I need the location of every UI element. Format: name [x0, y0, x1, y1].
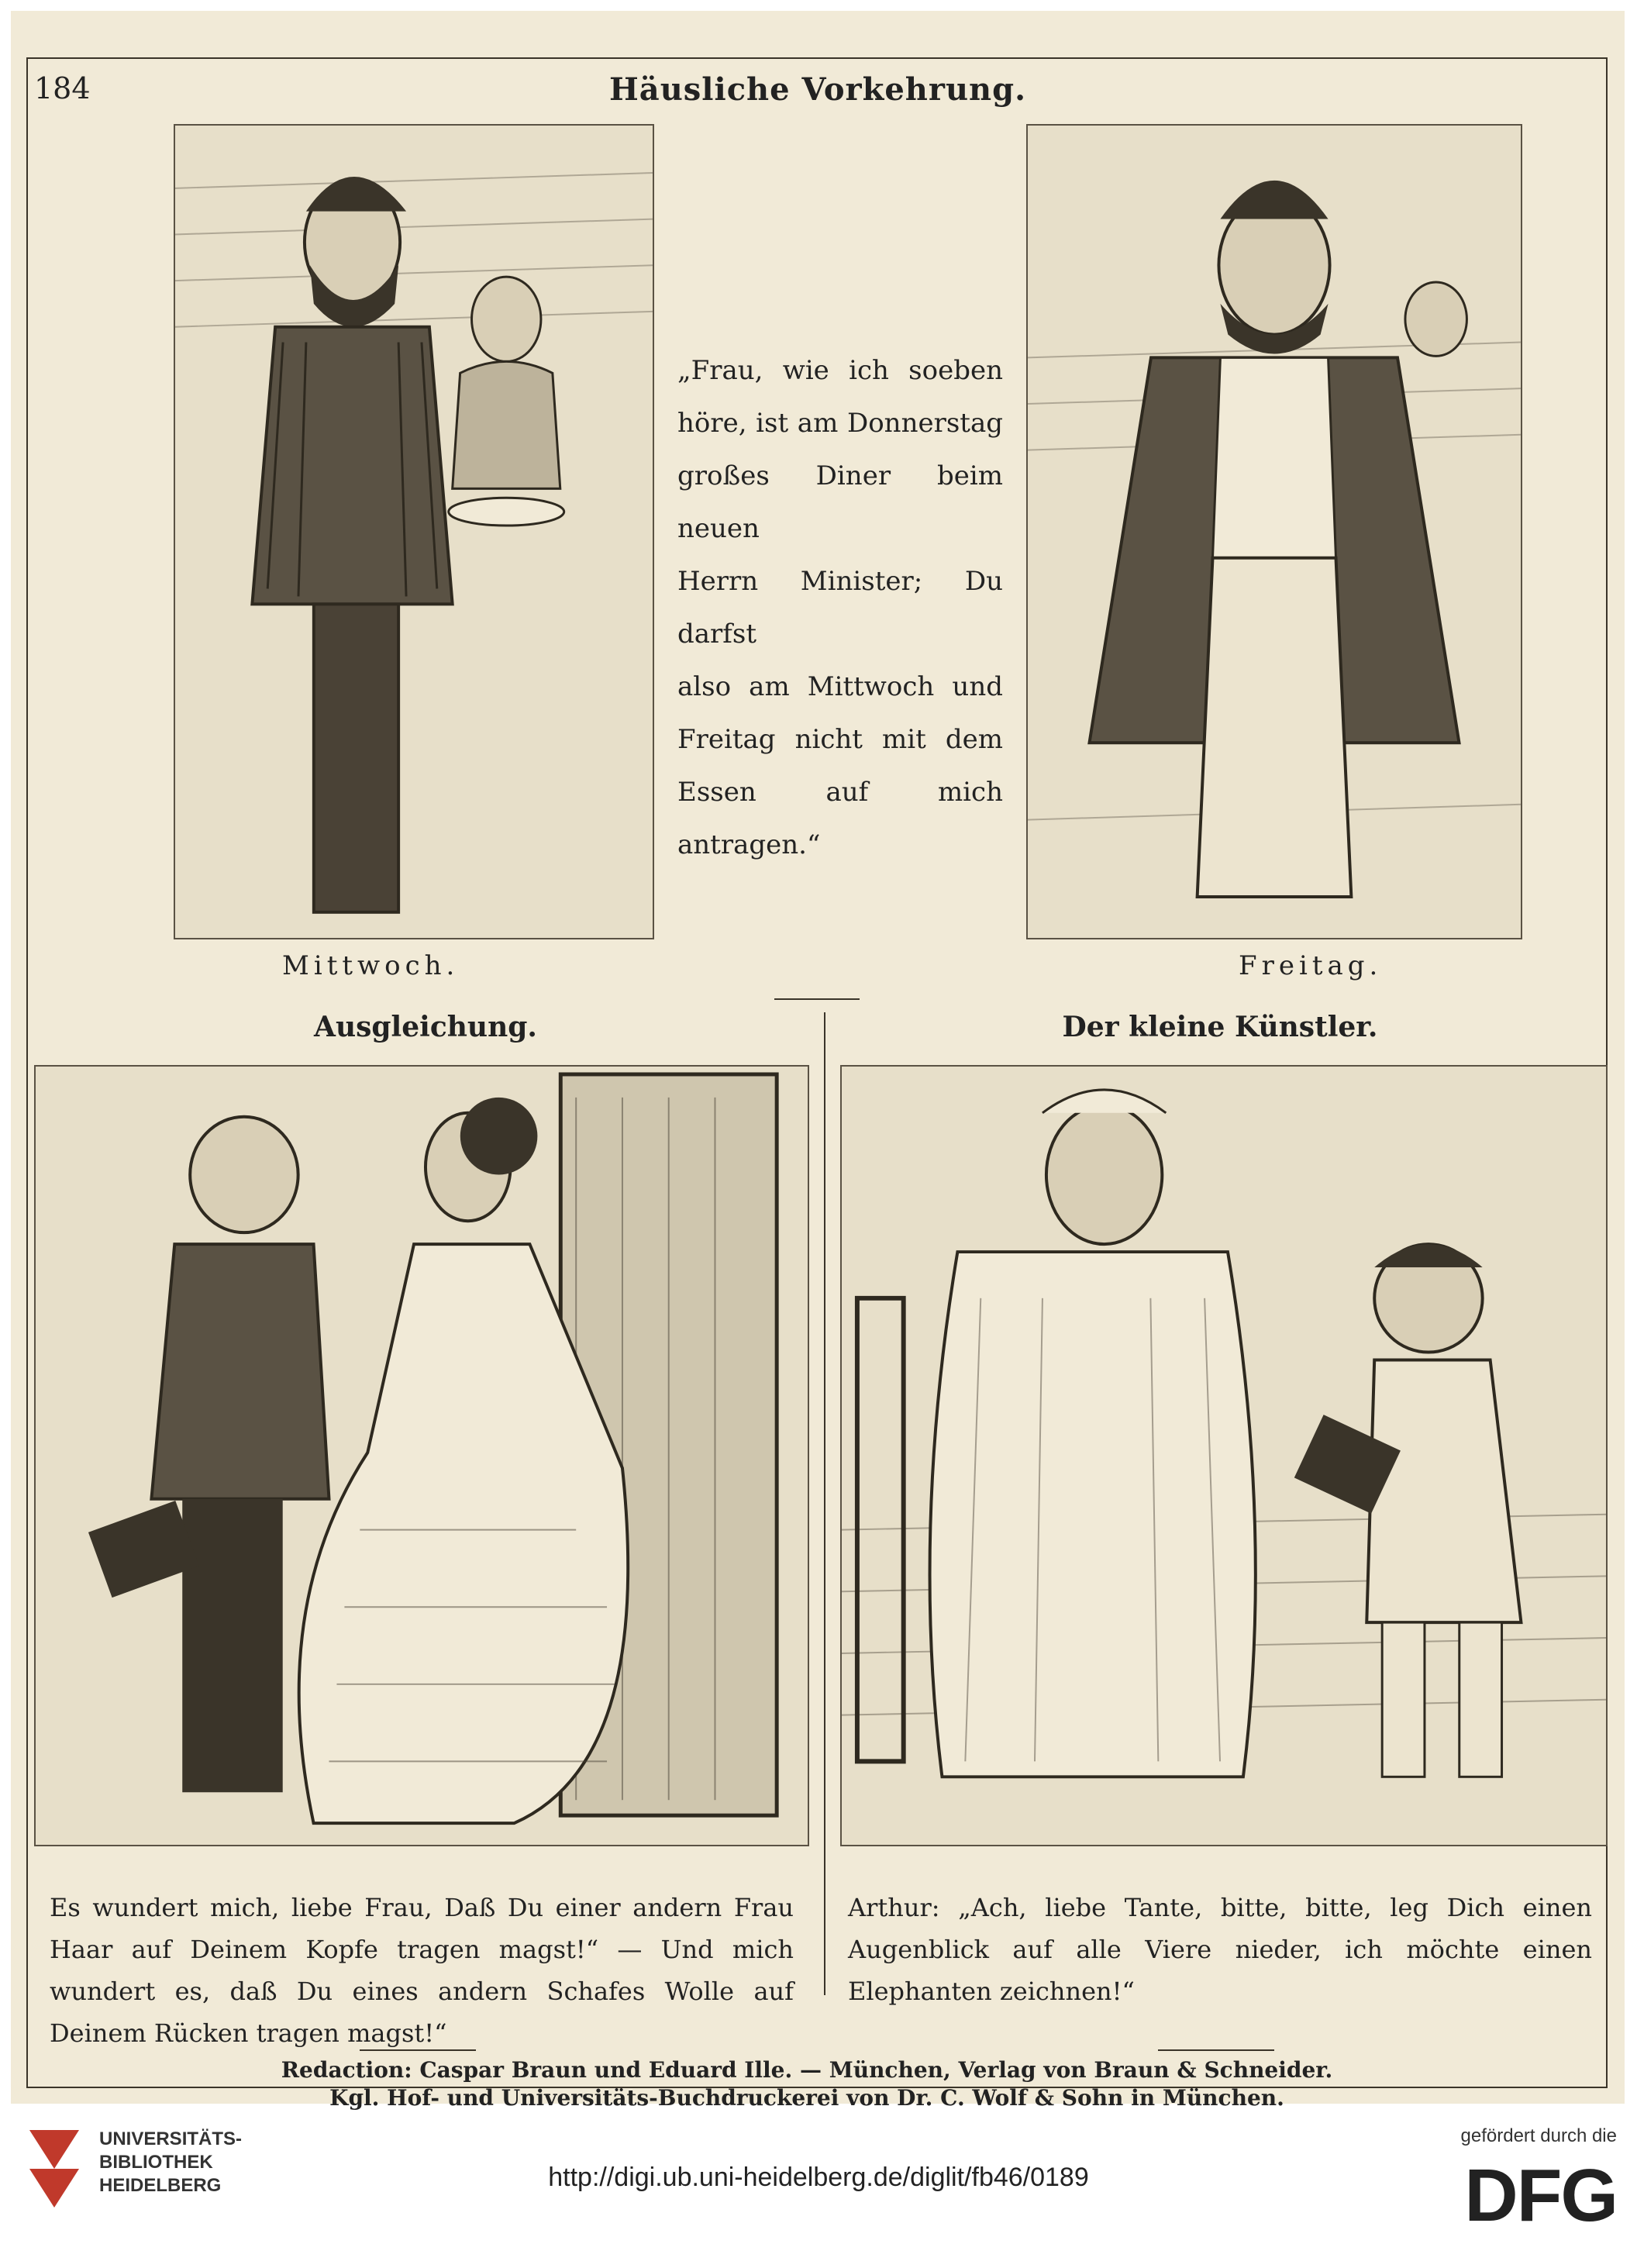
- divider-rule: [360, 2049, 476, 2051]
- verse-line: Freitag nicht mit dem: [677, 724, 1003, 755]
- illustration-mittwoch: [174, 124, 654, 939]
- verse-line: „Frau, wie ich soeben: [677, 355, 1003, 386]
- divider-rule: [774, 998, 860, 1000]
- aunt-boy-drawing: [842, 1067, 1606, 1845]
- page-title: Häusliche Vorkehrung.: [608, 71, 1026, 108]
- library-name-line: HEIDELBERG: [99, 2175, 222, 2196]
- column-divider: [824, 1012, 825, 1995]
- verse-line: Essen auf mich antragen.“: [677, 777, 1003, 860]
- man-portrait-drawing: [175, 126, 653, 938]
- verse-line: großes Diner beim neuen: [677, 460, 1003, 544]
- illustration-freitag: [1026, 124, 1522, 939]
- library-name-line: BIBLIOTHEK: [99, 2152, 213, 2173]
- page-number: 184: [34, 71, 91, 105]
- verse-block: [677, 344, 1003, 871]
- caption-mittwoch: Mittwoch.: [282, 950, 460, 981]
- verse-line: Herrn Minister; Du darfst: [677, 566, 1003, 650]
- source-url-link[interactable]: http://digi.ub.uni-heidelberg.de/diglit/fb46/0189: [548, 2163, 1089, 2192]
- verse-line: also am Mittwoch und: [677, 671, 1003, 702]
- dfg-logo: DFG: [1464, 2154, 1617, 2237]
- imprint-line-2: Kgl. Hof- und Universitäts-Buchdruckerei von Dr. C. Wolf & Sohn in München.: [329, 2085, 1284, 2111]
- sponsor-note: gefördert durch die: [1460, 2125, 1617, 2146]
- caption-freitag: Freitag.: [1239, 950, 1383, 981]
- man-stout-drawing: [1028, 126, 1521, 938]
- illustration-ausgleichung: [34, 1065, 809, 1846]
- couple-mirror-drawing: [36, 1067, 808, 1845]
- section-title-kuenstler: Der kleine Künstler.: [1062, 1011, 1378, 1043]
- scanned-page: [11, 11, 1625, 2104]
- library-name-line: UNIVERSITÄTS-: [99, 2128, 243, 2149]
- ausgleichung-text: Es wundert mich, liebe Frau, Daß Du einer andern Frau Haar auf Deinem Kopfe tragen magst!“ — Und mich wundert es, daß Du eines andern Schafes Wolle auf Deinem Rücken tragen magst!“: [50, 1893, 794, 2048]
- imprint-line-1: Redaction: Caspar Braun und Eduard Ille. — München, Verlag von Braun & Schneider.: [281, 2057, 1333, 2083]
- illustration-kuenstler: [840, 1065, 1608, 1846]
- divider-rule: [1158, 2049, 1274, 2051]
- verse-line: höre, ist am Donnerstag: [677, 408, 1003, 439]
- kuenstler-text: Arthur: „Ach, liebe Tante, bitte, bitte, leg Dich einen Augenblick auf alle Viere nieder, ich möchte einen Elephanten zeichnen!“: [848, 1893, 1592, 2006]
- section-title-ausgleichung: Ausgleichung.: [314, 1011, 537, 1043]
